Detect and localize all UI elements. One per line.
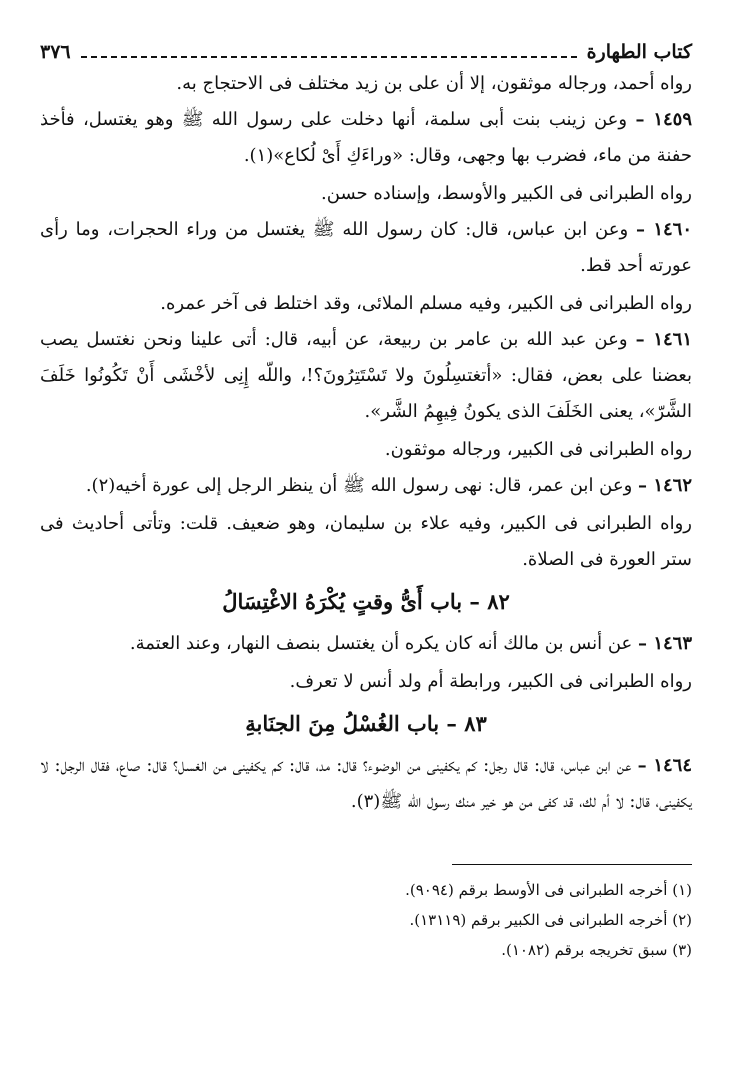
footnote-divider xyxy=(452,864,692,865)
hadith-number: ١٤٥٩ – xyxy=(635,109,692,130)
chapter-heading-83: ٨٣ – باب الغُسْلُ مِنَ الجنَابةِ xyxy=(245,711,487,736)
hadith-text: وعن ابن عباس، قال: كان رسول الله ﷺ يغتسل من وراء الحجرات، وما رأى عورته أحد قط. xyxy=(40,219,692,276)
hadith-1464 xyxy=(40,748,692,820)
hadith-number: ١٤٦٢ – xyxy=(638,475,692,496)
hadith-1460 xyxy=(40,212,692,284)
hadith-text: وعن ابن عمر، قال: نهى رسول الله ﷺ أن ينظر الرجل إلى عورة أخيه(٢). xyxy=(85,475,633,496)
hadith-1462 xyxy=(40,468,692,504)
footnote: (١) أخرجه الطبرانى فى الأوسط برقم (٩٠٩٤). xyxy=(405,881,692,899)
hadith-1463 xyxy=(40,626,692,662)
footnote: (٣) سبق تخريجه برقم (١٠٨٢). xyxy=(501,941,692,959)
book-title: كتاب الطهارة xyxy=(586,41,692,63)
hadith-number: ١٤٦٤ – xyxy=(637,755,692,776)
hadith-1461 xyxy=(40,322,692,430)
source-note: رواه الطبرانى فى الكبير، وفيه علاء بن سليمان، وهو ضعيف. قلت: وتأتى أحاديث فى ستر العورة فى الصلاة. xyxy=(40,513,692,570)
source-note: رواه أحمد، ورجاله موثقون، إلا أن على بن زيد مختلف فى الاحتجاج به. xyxy=(176,73,692,94)
source-note: رواه الطبرانى فى الكبير والأوسط، وإسناده حسن. xyxy=(321,183,692,204)
chapter-heading-82: ٨٢ – باب أَىُّ وقتٍ يُكْرَهُ الاغْتِسَالُ xyxy=(222,589,510,614)
header-rule xyxy=(81,44,577,58)
hadith-text: عن أنس بن مالك أنه كان يكره أن يغتسل بنصف النهار، وعند العتمة. xyxy=(129,633,633,654)
hadith-text: عن ابن عباس، قال: قال رجل: كم يكفينى من الوضوء؟ قال: مد، قال: كم يكفينى من الغسل؟ قال: صاع، فقال الرجل: لا يكفينى، قال: لا أم لك، قد كفى من هو خير منك رسول الله ﷺ(٣). xyxy=(40,755,692,812)
page-number: ٣٧٦ xyxy=(40,41,71,63)
hadith-text: وعن عبد الله بن عامر بن ربيعة، عن أبيه، قال: أتى علينا ونحن نغتسل يصب بعضنا على بعض، فقال: «أتغتسِلُونَ ولا تَسْتَتِرُونَ؟!، واللّه إِنِى لأخْشَى أَنْ تَكُونُوا خَلَفَ الشَّرّ»، يعنى الخَلَفَ الذى يكونُ فِيهِمُ الشَّر». xyxy=(40,329,692,422)
hadith-number: ١٤٦١ – xyxy=(635,329,692,350)
source-note: رواه الطبرانى فى الكبير، ورابطة أم ولد أنس لا تعرف. xyxy=(289,671,692,692)
source-note: رواه الطبرانى فى الكبير، وفيه مسلم الملائى، وقد اختلط فى آخر عمره. xyxy=(160,293,692,314)
hadith-text: وعن زينب بنت أبى سلمة، أنها دخلت على رسول الله ﷺ وهو يغتسل، فأخذ حفنة من ماء، فضرب بها وجهى، وقال: «وراءَكِ أَىْ لُكاع»(١). xyxy=(40,109,692,166)
hadith-number: ١٤٦٠ – xyxy=(635,219,692,240)
running-header xyxy=(40,40,692,64)
footnote: (٢) أخرجه الطبرانى فى الكبير برقم (١٣١١٩). xyxy=(409,911,692,929)
hadith-number: ١٤٦٣ – xyxy=(638,633,692,654)
source-note: رواه الطبرانى فى الكبير، ورجاله موثقون. xyxy=(384,439,692,460)
hadith-1459 xyxy=(40,102,692,174)
